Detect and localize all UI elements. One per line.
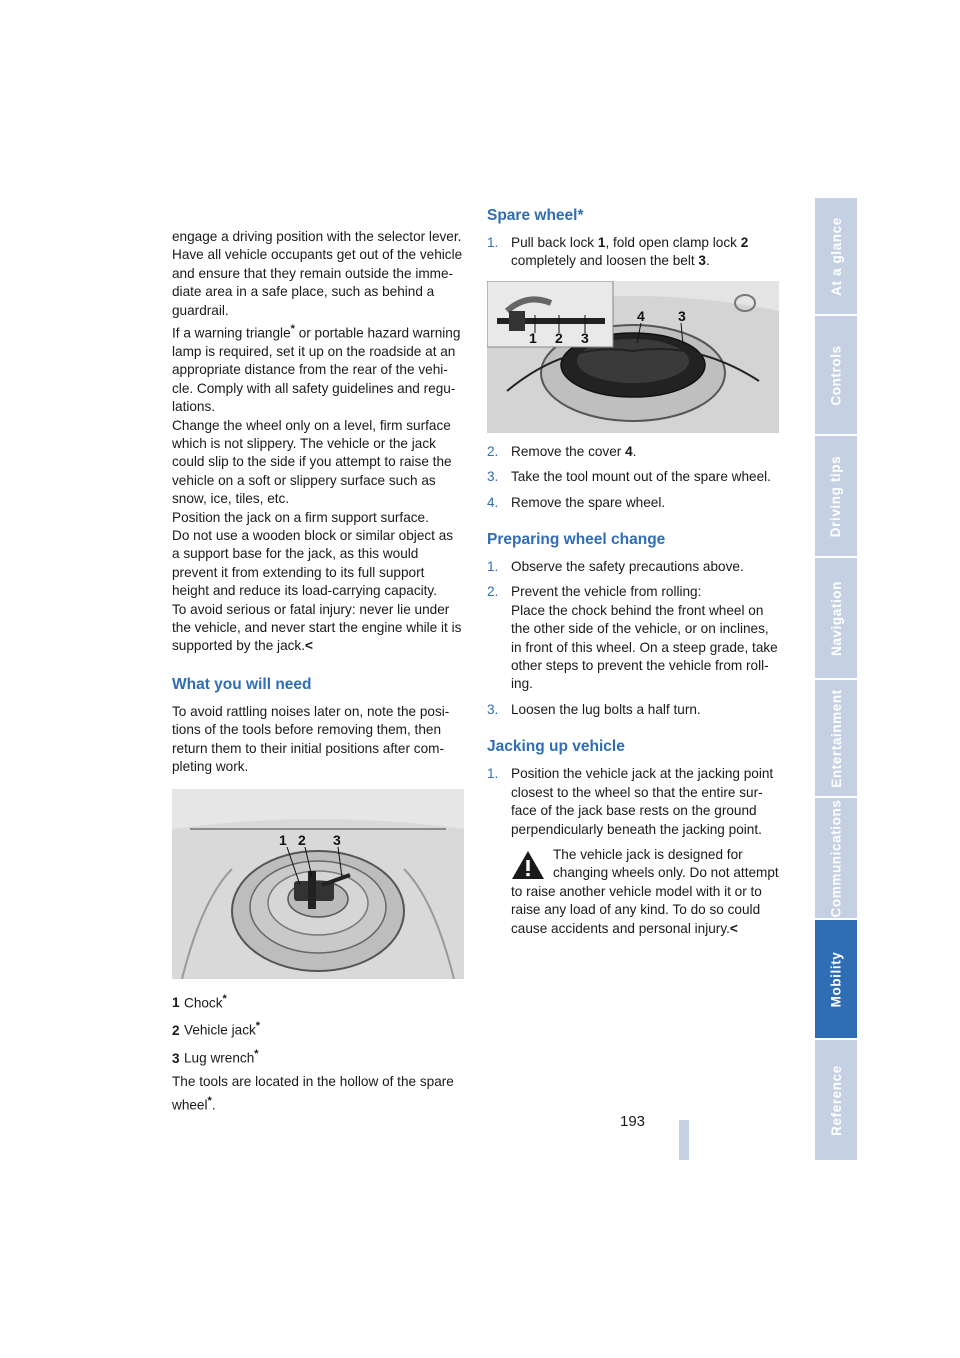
list-item: 2. Remove the cover 4. (487, 443, 637, 459)
list-item: 3. Take the tool mount out of the spare wheel. (487, 469, 771, 485)
spare-figure-label-1: 1 (529, 329, 537, 346)
page-number: 193 (620, 1113, 646, 1130)
tools-figure-label-3: 3 (333, 831, 341, 848)
tab-navigation[interactable]: Navigation (815, 558, 857, 680)
tab-entertainment[interactable]: Entertainment (815, 680, 857, 798)
spare-wheel-step-1 (487, 234, 782, 271)
tab-driving-tips[interactable]: Driving tips (815, 436, 857, 558)
end-mark: < (729, 920, 738, 936)
tools-legend (172, 990, 464, 1069)
jack-position-text: Position the jack on a firm support surface. (172, 509, 429, 525)
warning-triangle-icon (511, 850, 545, 880)
spare-wheel-steps (487, 443, 782, 512)
tools-figure-label-2: 2 (298, 831, 306, 848)
legend-item-lug-wrench: 3 Lug wrench* (172, 1048, 259, 1066)
jack-warning-text: The vehicle jack is designed for changing wheels only. Do not attempt to raise another vehicle model with it or to raise any load of any kind. To do so could cause accidents and personal injury. (511, 846, 779, 936)
tab-reference[interactable]: Reference (815, 1040, 857, 1162)
jack-warning (487, 846, 782, 938)
prep-step-2-detail: Place the chock behind the front wheel on the other side of the vehicle, or on inclines, in front of this wheel. On a steep grade, take other steps to prevent the vehicle from roll-ing. (511, 602, 778, 692)
warning-triangle-text: If a warning triangle* or portable hazard warning lamp is required, set it up on the roadside at an appropriate distance from the rear of the vehi-cle. Comply with all safety guidelines and regu-lations. (172, 323, 461, 415)
intro-text-2: Have all vehicle occupants get out of the vehicle and ensure that they remain outside the imme-diate area in a safe place, such as behind a guardrail. (172, 247, 463, 318)
list-item: 1. Pull back lock 1, fold open clamp lock 2 completely and loosen the belt 3. (487, 235, 749, 269)
surface-text: Change the wheel only on a level, firm surface which is not slippery. The vehicle or the jack could slip to the side if you attempt to raise the vehicle on a soft or slippery surface such as snow, ice, tiles, etc. (172, 417, 452, 507)
list-item: 4. Remove the spare wheel. (487, 494, 666, 510)
spare-wheel-illustration (487, 281, 779, 433)
what-you-need-text: To avoid rattling noises later on, note the posi-tions of the tools before removing them, then return them to their initial positions after com-pleting work. (172, 703, 450, 775)
spare-figure-label-3b: 3 (678, 307, 686, 324)
option-star-icon: * (255, 1020, 261, 1033)
intro-text-1: engage a driving position with the selector lever. (172, 229, 462, 244)
preparing-steps (487, 558, 782, 719)
page-number-bar (679, 1120, 689, 1160)
preparing-wheel-change-heading: Preparing wheel change (487, 531, 666, 549)
jacking-up-heading: Jacking up vehicle (487, 738, 625, 756)
wooden-block-text: Do not use a wooden block or similar object as a support base for the jack, as this would prevent it from extending to its full support height and reduce its load-carrying capacity. (172, 528, 454, 599)
spare-wheel-figure (487, 281, 779, 433)
option-star-icon: * (290, 323, 295, 336)
spare-figure-label-3: 3 (581, 329, 589, 346)
tools-figure-label-1: 1 (279, 831, 287, 848)
tab-mobility[interactable]: Mobility (815, 920, 857, 1040)
tab-controls[interactable]: Controls (815, 316, 857, 436)
list-item: 3. Loosen the lug bolts a half turn. (487, 701, 701, 717)
tools-location-text: The tools are located in the hollow of the spare wheel*. (172, 1074, 454, 1113)
legend-item-chock: 1 Chock* (172, 992, 227, 1011)
trunk-tools-illustration (172, 789, 464, 979)
list-item: 1. Observe the safety precautions above. (487, 559, 744, 575)
tab-communications[interactable]: Communications (815, 798, 857, 920)
left-column (172, 228, 464, 1115)
option-star-icon: * (222, 992, 227, 1005)
spare-figure-label-4: 4 (637, 307, 645, 324)
list-item: 1. Position the vehicle jack at the jacking point closest to the wheel so that the entire sur-face of the jack base rests on the ground perpendicularly beneath the jacking point. (487, 766, 774, 837)
jacking-steps (487, 765, 782, 839)
list-item: 2. Prevent the vehicle from rolling: Place the chock behind the front wheel on the other side of the vehicle, or on inclines, in front of this wheel. On a steep grade, take other steps to prevent the vehicle from roll-ing. (487, 584, 778, 692)
tab-at-a-glance[interactable]: At a glance (815, 198, 857, 316)
option-star-icon: * (207, 1094, 212, 1107)
option-star-icon: * (254, 1048, 259, 1061)
legend-item-vehicle-jack: 2 Vehicle jack* (172, 1020, 261, 1038)
what-you-need-heading: What you will need (172, 675, 312, 693)
injury-warning-text: To avoid serious or fatal injury: never lie under the vehicle, and never start the engine while it is supported by the jack.< (172, 601, 462, 654)
spare-wheel-heading: Spare wheel* (487, 207, 584, 224)
tools-figure (172, 789, 464, 979)
right-column (487, 206, 782, 938)
spare-figure-label-2: 2 (555, 329, 563, 346)
end-mark: < (305, 638, 313, 654)
